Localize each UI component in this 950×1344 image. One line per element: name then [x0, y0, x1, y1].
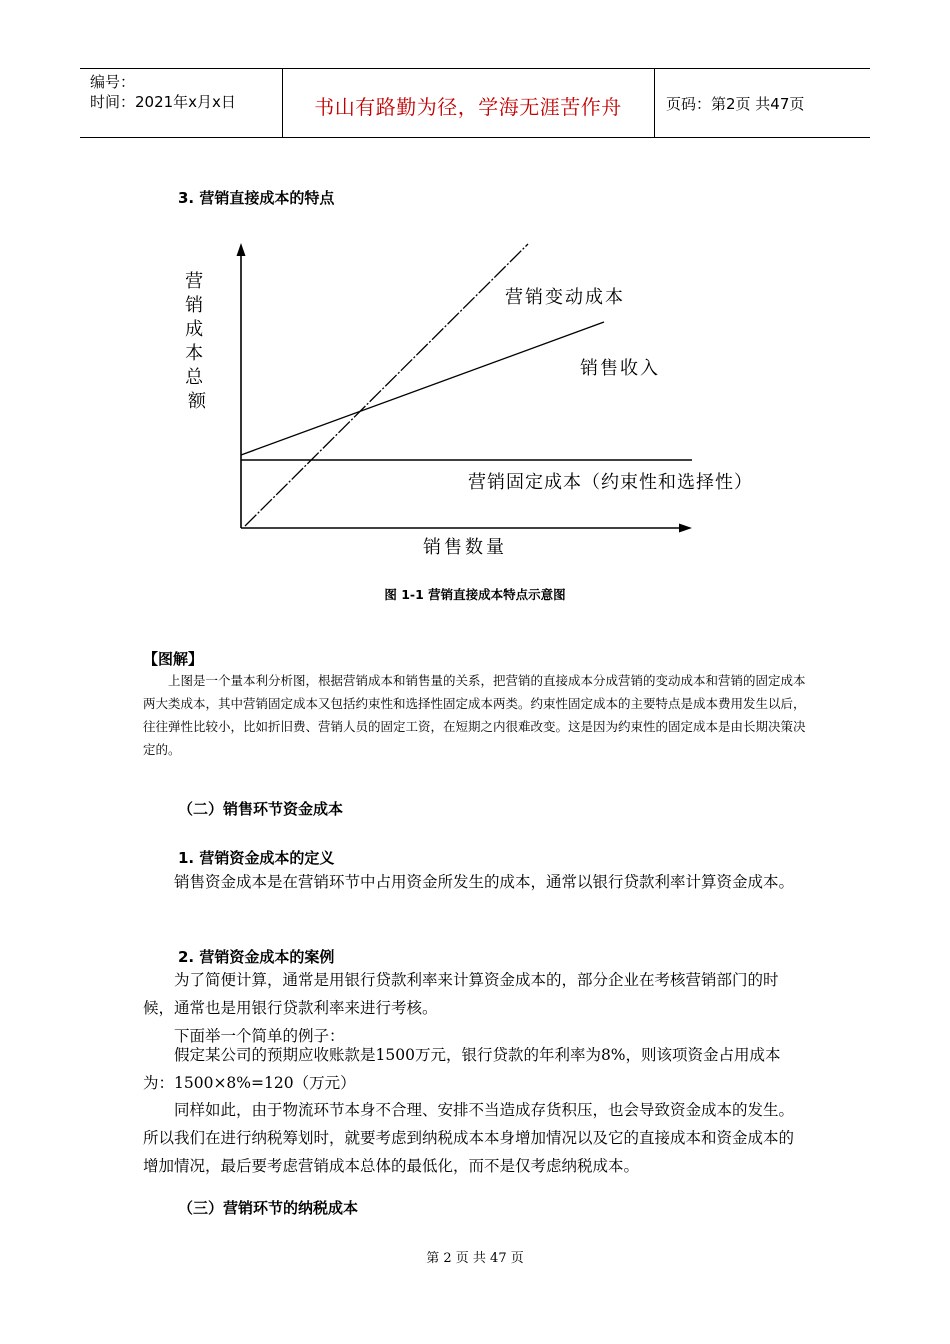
figure-caption: 图 1-1 营销直接成本特点示意图 [384, 587, 566, 602]
s2-title: 2. 营销资金成本的案例 [178, 948, 335, 966]
cost-chart [0, 0, 950, 600]
y-axis-label-char: 本 [185, 343, 204, 364]
x-axis-arrow [679, 524, 692, 533]
s1-text: 销售资金成本是在营销环节中占用资金所发生的成本，通常以银行贷款利率计算资金成本。 [174, 873, 795, 891]
s1-title: 1. 营销资金成本的定义 [178, 849, 335, 867]
s2-p1: 为了简便计算，通常是用银行贷款利率来计算资金成本的，部分企业在考核营销部门的时候，通常也是用银行贷款利率来进行考核。 [143, 971, 779, 1017]
section3-title: 3. 营销直接成本的特点 [178, 189, 335, 207]
section-er-title: （二）销售环节资金成本 [178, 800, 344, 818]
header-time: 时间：2021年x月x日 [90, 93, 236, 111]
page-footer: 第 2 页 共 47 页 [426, 1251, 524, 1266]
tujie-heading: 【图解】 [143, 650, 204, 668]
s2-p4: 同样如此，由于物流环节本身不合理、安排不当造成存货积压，也会导致资金成本的发生。所以我们在进行纳税筹划时，就要考虑到纳税成本本身增加情况以及它的直接成本和资金成本的增加情况，最后要考虑营销成本总体的最低化，而不是仅考虑纳税成本。 [143, 1101, 795, 1175]
y-axis-label-char: 销 [185, 295, 204, 316]
y-axis-arrow [237, 243, 246, 256]
section-san-title: （三）营销环节的纳税成本 [178, 1199, 359, 1217]
y-axis-label-char: 总 [185, 367, 204, 388]
y-axis-label [185, 271, 209, 412]
variable-cost-label: 营销变动成本 [505, 287, 625, 308]
header-motto: 书山有路勤为径，学海无涯苦作舟 [314, 95, 622, 119]
header-page: 页码：第2页 共47页 [666, 95, 805, 113]
y-axis-label-char: 成 [185, 319, 204, 340]
x-axis-label: 销售数量 [423, 537, 507, 558]
s2-p3: 假定某公司的预期应收账款是1500万元，银行贷款的年利率为8%，则该项资金占用成本为：1500×8%=120（万元） [143, 1046, 781, 1092]
s2-p2: 下面举一个简单的例子： [174, 1027, 345, 1045]
fixed-cost-label: 营销固定成本（约束性和选择性） [468, 472, 753, 493]
header-number: 编号： [90, 73, 136, 91]
y-axis-label-char: 额 [188, 391, 206, 412]
revenue-label: 销售收入 [580, 358, 660, 379]
revenue-line [241, 322, 604, 455]
tujie-text: 上图是一个量本利分析图，根据营销成本和销售量的关系，把营销的直接成本分成营销的变动成本和营销的固定成本两大类成本，其中营销固定成本又包括约束性和选择性固定成本两类。约束性固定成本的主要特点是成本费用发生以后，往往弹性比较小，比如折旧费、营销人员的固定工资，在短期之内很难改变。这是因为约束性的固定成本是由长期决策决定的。 [143, 673, 806, 757]
y-axis-label-char: 营 [185, 271, 204, 292]
